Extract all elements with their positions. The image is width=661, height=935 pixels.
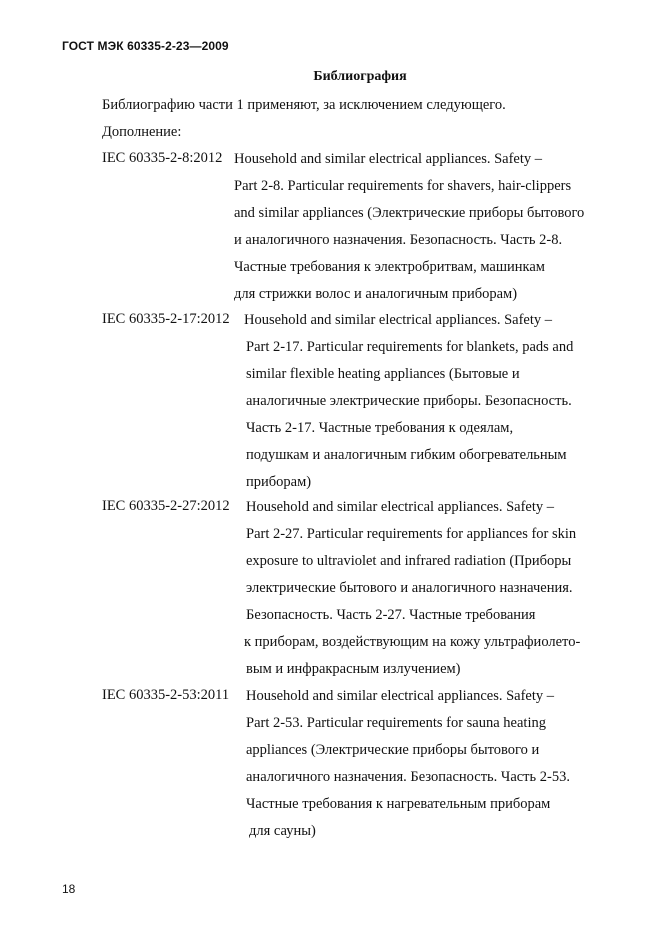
reference-line: similar flexible heating appliances (Бытовые и [246, 366, 520, 382]
reference-line: аналогичного назначения. Безопасность. Часть 2-53. [246, 769, 570, 785]
reference-line: для сауны) [249, 823, 316, 839]
reference-line: к приборам, воздействующим на кожу ультрафиолето- [244, 634, 581, 650]
reference-line: Частные требования к нагревательным приборам [246, 796, 551, 812]
reference-line: Безопасность. Часть 2-27. Частные требования [246, 607, 536, 623]
reference-line: Household and similar electrical appliances. Safety – [234, 151, 543, 167]
reference-line: аналогичные электрические приборы. Безопасность. [246, 393, 572, 409]
reference-line: подушкам и аналогичным гибким обогревательным [246, 447, 567, 463]
reference-code: IEC 60335-2-53:2011 [102, 687, 230, 703]
intro-line: Дополнение: [102, 124, 182, 140]
reference-line: Part 2-27. Particular requirements for appliances for skin [246, 526, 577, 542]
reference-line: appliances (Электрические приборы бытового и [246, 742, 540, 758]
reference-line: Частные требования к электробритвам, машинкам [234, 259, 545, 275]
document-header: ГОСТ МЭК 60335-2-23—2009 [62, 39, 229, 53]
reference-line: Household and similar electrical appliances. Safety – [244, 312, 553, 328]
reference-line: и аналогичного назначения. Безопасность. Часть 2-8. [234, 232, 563, 248]
reference-code: IEC 60335-2-27:2012 [102, 498, 230, 514]
reference-line: Household and similar electrical appliances. Safety – [246, 688, 555, 704]
reference-code: IEC 60335-2-8:2012 [102, 150, 223, 166]
reference-line: exposure to ultraviolet and infrared radiation (Приборы [246, 553, 572, 569]
reference-line: приборам) [246, 474, 312, 490]
reference-code: IEC 60335-2-17:2012 [102, 311, 230, 327]
reference-line: Part 2-17. Particular requirements for blankets, pads and [246, 339, 574, 355]
reference-line: Household and similar electrical appliances. Safety – [246, 499, 555, 515]
page-number: 18 [62, 882, 76, 896]
intro-line: Библиографию части 1 применяют, за исключением следующего. [102, 97, 506, 113]
section-title: Библиография [313, 69, 407, 84]
reference-line: электрические бытового и аналогичного назначения. [246, 580, 573, 596]
reference-line: Part 2-8. Particular requirements for shavers, hair-clippers [234, 178, 572, 194]
reference-line: Часть 2-17. Частные требования к одеялам, [246, 420, 514, 436]
reference-line: вым и инфракрасным излучением) [246, 661, 461, 677]
reference-line: Part 2-53. Particular requirements for sauna heating [246, 715, 546, 731]
reference-line: для стрижки волос и аналогичным приборам) [234, 286, 518, 302]
reference-line: and similar appliances (Электрические приборы бытового [234, 205, 585, 221]
